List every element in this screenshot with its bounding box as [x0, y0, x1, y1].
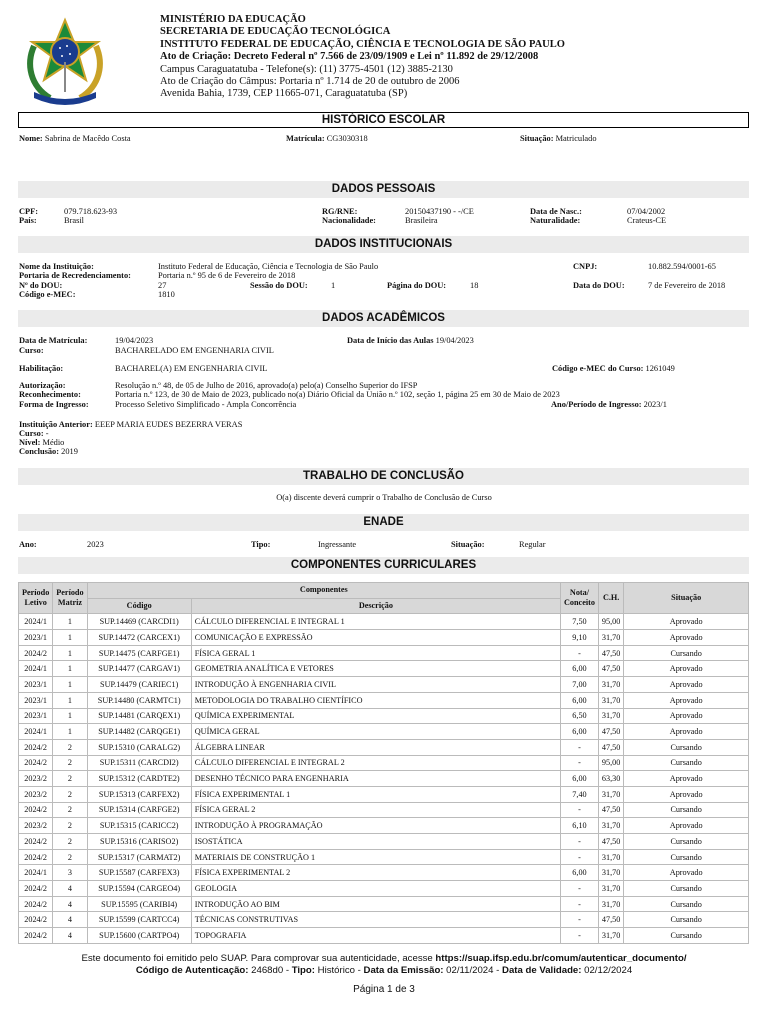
- cell-codigo: SUP.15600 (CARTPO4): [87, 928, 191, 944]
- cell-descricao: FÍSICA GERAL 2: [191, 802, 560, 818]
- student-situacao: Matriculado: [555, 134, 597, 143]
- table-row: [19, 802, 749, 818]
- cell-situacao: Cursando: [624, 928, 749, 944]
- student-name: Sabrina de Macêdo Costa: [44, 134, 131, 143]
- inicio-aulas-row: Data de Início das Aulas 19/04/2023: [347, 336, 474, 345]
- header-campus-act: Ato de Criação do Câmpus: Portaria nº 1.714 de 20 de outubro de 2006: [160, 76, 460, 88]
- instituicao-anterior-value: EEEP MARIA EUDES BEZERRA VERAS: [94, 420, 243, 429]
- cell-nota: 6,00: [561, 692, 599, 708]
- cell-nota: 7,00: [561, 677, 599, 693]
- cell-ch: 31,70: [598, 928, 623, 944]
- conclusao-value: 2019: [61, 447, 78, 456]
- table-row: [19, 896, 749, 912]
- section-title-historico: HISTÓRICO ESCOLAR: [18, 112, 749, 128]
- cell-periodo-letivo: 2023/1: [19, 677, 53, 693]
- enade-situacao-value: Regular: [519, 540, 546, 549]
- cell-codigo: SUP.15594 (CARGEO4): [87, 881, 191, 897]
- cpf-label: CPF:: [19, 207, 39, 216]
- page-number: Página 1 de 3: [353, 984, 415, 995]
- cell-periodo-letivo: 2024/1: [19, 724, 53, 740]
- cell-descricao: TÉCNICAS CONSTRUTIVAS: [191, 912, 560, 928]
- cell-nota: 6,50: [561, 708, 599, 724]
- header-componentes: Componentes: [87, 583, 560, 599]
- cell-descricao: INTRODUÇÃO AO BIM: [191, 896, 560, 912]
- cell-descricao: TOPOGRAFIA: [191, 928, 560, 944]
- cell-ch: 31,70: [598, 818, 623, 834]
- enade-ano-value: 2023: [87, 540, 104, 549]
- cell-nota: -: [561, 834, 599, 850]
- cell-descricao: MATERIAIS DE CONSTRUÇÃO 1: [191, 849, 560, 865]
- instituicao-anterior-row: Instituição Anterior: EEEP MARIA EUDES BEZERRA VERAS: [19, 420, 243, 429]
- cell-ch: 63,30: [598, 771, 623, 787]
- cell-periodo-letivo: 2024/1: [19, 865, 53, 881]
- cell-situacao: Aprovado: [624, 677, 749, 693]
- section-title-pessoais: DADOS PESSOAIS: [18, 181, 749, 198]
- enade-ano-label: Ano:: [19, 540, 37, 549]
- nivel-value: Médio: [42, 438, 65, 447]
- section-title-componentes: COMPONENTES CURRICULARES: [18, 557, 749, 574]
- cell-periodo-letivo: 2024/2: [19, 912, 53, 928]
- table-row: [19, 849, 749, 865]
- pagina-dou-value: 18: [470, 281, 479, 290]
- trabalho-text: O(a) discente deverá cumprir o Trabalho de Conclusão de Curso: [276, 493, 492, 502]
- periodo-ingresso-value: 2023/1: [643, 400, 667, 409]
- table-row: [19, 645, 749, 661]
- cell-descricao: QUÍMICA EXPERIMENTAL: [191, 708, 560, 724]
- pais-label: País:: [19, 216, 37, 225]
- cell-ch: 31,70: [598, 708, 623, 724]
- cell-codigo: SUP.15317 (CARMAT2): [87, 849, 191, 865]
- emec-label: Código e-MEC:: [19, 290, 76, 299]
- cell-descricao: QUÍMICA GERAL: [191, 724, 560, 740]
- cell-descricao: CÁLCULO DIFERENCIAL E INTEGRAL 2: [191, 755, 560, 771]
- cell-descricao: INTRODUÇÃO À PROGRAMAÇÃO: [191, 818, 560, 834]
- table-row: [19, 739, 749, 755]
- cell-codigo: SUP.14481 (CARQEX1): [87, 708, 191, 724]
- cell-periodo-letivo: 2024/2: [19, 739, 53, 755]
- header-secretariat: SECRETARIA DE EDUCAÇÃO TECNOLÓGICA: [160, 26, 391, 38]
- cell-descricao: DESENHO TÉCNICO PARA ENGENHARIA: [191, 771, 560, 787]
- cell-situacao: Cursando: [624, 802, 749, 818]
- cell-descricao: FÍSICA EXPERIMENTAL 1: [191, 786, 560, 802]
- sessao-value: 1: [331, 281, 336, 290]
- cell-situacao: Cursando: [624, 896, 749, 912]
- cnpj-label: CNPJ:: [573, 262, 598, 271]
- cell-codigo: SUP.15313 (CARFEX2): [87, 786, 191, 802]
- cell-situacao: Aprovado: [624, 865, 749, 881]
- naturalidade-value: Crateus-CE: [627, 216, 667, 225]
- cell-situacao: Aprovado: [624, 818, 749, 834]
- cell-nota: 6,00: [561, 771, 599, 787]
- section-title-academicos: DADOS ACADÊMICOS: [18, 310, 749, 327]
- cell-periodo-matriz: 1: [53, 645, 87, 661]
- cell-codigo: SUP.15595 (CARIBI4): [87, 896, 191, 912]
- cell-descricao: COMUNICAÇÃO E EXPRESSÃO: [191, 630, 560, 646]
- cell-nota: 7,50: [561, 614, 599, 630]
- cpf-value: 079.718.623-93: [64, 207, 118, 216]
- cell-situacao: Cursando: [624, 912, 749, 928]
- rg-label: RG/RNE:: [322, 207, 358, 216]
- cell-situacao: Cursando: [624, 849, 749, 865]
- document-header: [16, 10, 756, 110]
- reconhecimento-label: Reconhecimento:: [19, 390, 81, 399]
- cell-periodo-letivo: 2023/2: [19, 786, 53, 802]
- pais-value: Brasil: [64, 216, 85, 225]
- cell-nota: 9,10: [561, 630, 599, 646]
- cell-descricao: METODOLOGIA DO TRABALHO CIENTÍFICO: [191, 692, 560, 708]
- data-dou-value: 7 de Fevereiro de 2018: [648, 281, 726, 290]
- reconhecimento-value: Portaria n.º 123, de 30 de Maio de 2023, publicado no(a) Diário Oficial da União n.º 102, seção 1, página 25 em 30 de Maio de 2023: [115, 390, 560, 399]
- cell-ch: 31,70: [598, 896, 623, 912]
- cell-nota: -: [561, 755, 599, 771]
- habilitacao-label: Habilitação:: [19, 364, 64, 373]
- cell-descricao: FÍSICA GERAL 1: [191, 645, 560, 661]
- forma-ingresso-label: Forma de Ingresso:: [19, 400, 89, 409]
- cell-ch: 31,70: [598, 881, 623, 897]
- cell-nota: -: [561, 928, 599, 944]
- cell-situacao: Aprovado: [624, 786, 749, 802]
- cell-ch: 31,70: [598, 692, 623, 708]
- footer-auth-code: 2468d0: [251, 965, 284, 976]
- cell-descricao: ÁLGEBRA LINEAR: [191, 739, 560, 755]
- cell-codigo: SUP.15314 (CARFGE2): [87, 802, 191, 818]
- cell-periodo-matriz: 2: [53, 834, 87, 850]
- cell-periodo-letivo: 2024/2: [19, 802, 53, 818]
- cell-ch: 47,50: [598, 912, 623, 928]
- student-name-row: Nome: Sabrina de Macêdo Costa: [19, 134, 131, 143]
- cell-descricao: FÍSICA EXPERIMENTAL 2: [191, 865, 560, 881]
- cell-periodo-letivo: 2023/2: [19, 818, 53, 834]
- header-campus: Campus Caraguatatuba - Telefone(s): (11) 3775-4501 (12) 3885-2130: [160, 63, 453, 75]
- table-row: [19, 928, 749, 944]
- header-creation-act: Ato de Criação: Decreto Federal nº 7.566 de 23/09/1909 e Lei nº 11.892 de 29/12/2008: [160, 51, 539, 63]
- table-row: [19, 614, 749, 630]
- pagina-dou-label: Página do DOU:: [387, 281, 447, 290]
- cell-situacao: Aprovado: [624, 692, 749, 708]
- data-matricula-value: 19/04/2023: [115, 336, 154, 345]
- header-codigo: Código: [87, 598, 191, 614]
- table-row: [19, 755, 749, 771]
- table-row: [19, 834, 749, 850]
- cell-ch: 47,50: [598, 661, 623, 677]
- cell-periodo-matriz: 1: [53, 692, 87, 708]
- cell-periodo-matriz: 2: [53, 849, 87, 865]
- forma-ingresso-value: Processo Seletivo Simplificado - Ampla Concorrência: [115, 400, 297, 409]
- curso-anterior-value: -: [45, 429, 49, 438]
- autorizacao-value: Resolução n.º 48, de 05 de Julho de 2016, aprovado(a) pelo(a) Conselho Superior do IFSP: [115, 381, 418, 390]
- cell-descricao: GEOMETRIA ANALÍTICA E VETORES: [191, 661, 560, 677]
- cell-ch: 95,00: [598, 755, 623, 771]
- footer-auth-url[interactable]: https://suap.ifsp.edu.br/comum/autenticar_documento/: [435, 953, 687, 964]
- inicio-aulas-value: 19/04/2023: [435, 336, 474, 345]
- cnpj-value: 10.882.594/0001-65: [648, 262, 716, 271]
- cell-codigo: SUP.15312 (CARDTE2): [87, 771, 191, 787]
- header-institute: INSTITUTO FEDERAL DE EDUCAÇÃO, CIÊNCIA E TECNOLOGIA DE SÃO PAULO: [160, 38, 565, 50]
- conclusao-row: Conclusão: 2019: [19, 447, 78, 456]
- nascimento-label: Data de Nasc.:: [530, 207, 582, 216]
- section-title-enade: ENADE: [18, 514, 749, 531]
- cell-nota: -: [561, 739, 599, 755]
- habilitacao-value: BACHAREL(A) EM ENGENHARIA CIVIL: [115, 364, 268, 373]
- instituicao-value: Instituto Federal de Educação, Ciência e Tecnologia de São Paulo: [158, 262, 379, 271]
- cell-nota: -: [561, 802, 599, 818]
- cell-situacao: Aprovado: [624, 630, 749, 646]
- cell-periodo-letivo: 2024/2: [19, 896, 53, 912]
- cell-codigo: SUP.15310 (CARALG2): [87, 739, 191, 755]
- cell-ch: 47,50: [598, 802, 623, 818]
- cell-nota: 6,00: [561, 865, 599, 881]
- periodo-ingresso-row: Ano/Período de Ingresso: 2023/1: [551, 400, 667, 409]
- data-matricula-label: Data de Matrícula:: [19, 336, 88, 345]
- cell-situacao: Cursando: [624, 645, 749, 661]
- header-situacao: Situação: [624, 583, 749, 614]
- table-row: [19, 661, 749, 677]
- cell-descricao: ISOSTÁTICA: [191, 834, 560, 850]
- student-matricula-row: Matrícula: CG3030318: [286, 134, 368, 143]
- header-descricao: Descrição: [191, 598, 560, 614]
- naturalidade-label: Naturalidade:: [530, 216, 581, 225]
- student-matricula: CG3030318: [326, 134, 368, 143]
- nacionalidade-label: Nacionalidade:: [322, 216, 376, 225]
- enade-tipo-label: Tipo:: [251, 540, 271, 549]
- cell-periodo-letivo: 2024/2: [19, 834, 53, 850]
- table-row: [19, 818, 749, 834]
- cell-periodo-matriz: 1: [53, 630, 87, 646]
- table-row: [19, 865, 749, 881]
- portaria-label: Portaria de Recredenciamento:: [19, 271, 131, 280]
- cell-nota: -: [561, 881, 599, 897]
- cell-situacao: Cursando: [624, 834, 749, 850]
- cell-periodo-matriz: 2: [53, 786, 87, 802]
- header-address: Avenida Bahia, 1739, CEP 11665-071, Caraguatatuba (SP): [160, 88, 408, 100]
- footer-authenticity: Este documento foi emitido pelo SUAP. Para comprovar sua autenticidade, acesse https://suap.ifsp.edu.br/comum/autenticar_documento/: [81, 953, 687, 964]
- cell-ch: 47,50: [598, 739, 623, 755]
- table-row: [19, 677, 749, 693]
- cell-nota: -: [561, 849, 599, 865]
- autorizacao-label: Autorização:: [19, 381, 66, 390]
- header-periodo-matriz: Período Matriz: [53, 583, 87, 614]
- header-ministry: MINISTÉRIO DA EDUCAÇÃO: [160, 14, 306, 25]
- cell-ch: 47,50: [598, 645, 623, 661]
- cell-periodo-matriz: 2: [53, 802, 87, 818]
- cell-descricao: INTRODUÇÃO À ENGENHARIA CIVIL: [191, 677, 560, 693]
- cell-periodo-matriz: 4: [53, 928, 87, 944]
- portaria-value: Portaria n.º 95 de 6 de Fevereiro de 2018: [158, 271, 296, 280]
- curso-label: Curso:: [19, 346, 44, 355]
- cell-nota: 6,00: [561, 661, 599, 677]
- cell-periodo-letivo: 2023/1: [19, 692, 53, 708]
- emec-curso-value: 1261049: [645, 364, 675, 373]
- section-title-trabalho: TRABALHO DE CONCLUSÃO: [18, 468, 749, 485]
- cell-periodo-letivo: 2024/1: [19, 661, 53, 677]
- nascimento-value: 07/04/2002: [627, 207, 666, 216]
- cell-periodo-letivo: 2024/2: [19, 645, 53, 661]
- cell-situacao: Cursando: [624, 739, 749, 755]
- cell-ch: 31,70: [598, 849, 623, 865]
- header-ch: C.H.: [598, 583, 623, 614]
- cell-nota: -: [561, 912, 599, 928]
- cell-periodo-letivo: 2024/2: [19, 928, 53, 944]
- table-row: [19, 912, 749, 928]
- cell-codigo: SUP.14480 (CARMTC1): [87, 692, 191, 708]
- table-row: [19, 881, 749, 897]
- cell-periodo-matriz: 1: [53, 724, 87, 740]
- cell-ch: 47,50: [598, 834, 623, 850]
- cell-codigo: SUP.15311 (CARCDI2): [87, 755, 191, 771]
- cell-periodo-matriz: 4: [53, 896, 87, 912]
- components-table: [18, 582, 749, 944]
- cell-periodo-letivo: 2024/2: [19, 755, 53, 771]
- cell-codigo: SUP.15587 (CARFEX3): [87, 865, 191, 881]
- instituicao-label: Nome da Instituição:: [19, 262, 94, 271]
- cell-periodo-letivo: 2023/1: [19, 630, 53, 646]
- cell-periodo-matriz: 4: [53, 881, 87, 897]
- cell-periodo-letivo: 2023/1: [19, 708, 53, 724]
- rg-value: 20150437190 - -/CE: [405, 207, 474, 216]
- cell-situacao: Aprovado: [624, 724, 749, 740]
- cell-codigo: SUP.15315 (CARICC2): [87, 818, 191, 834]
- emec-curso-row: Código e-MEC do Curso: 1261049: [552, 364, 675, 373]
- cell-situacao: Aprovado: [624, 708, 749, 724]
- cell-periodo-letivo: 2024/1: [19, 614, 53, 630]
- cell-periodo-matriz: 2: [53, 755, 87, 771]
- cell-ch: 31,70: [598, 677, 623, 693]
- cell-nota: -: [561, 896, 599, 912]
- table-row: [19, 692, 749, 708]
- cell-periodo-letivo: 2023/2: [19, 771, 53, 787]
- data-dou-label: Data do DOU:: [573, 281, 625, 290]
- nivel-row: Nível: Médio: [19, 438, 65, 447]
- cell-codigo: SUP.15599 (CARTCC4): [87, 912, 191, 928]
- table-row: [19, 771, 749, 787]
- cell-descricao: CÁLCULO DIFERENCIAL E INTEGRAL 1: [191, 614, 560, 630]
- nacionalidade-value: Brasileira: [405, 216, 438, 225]
- footer-auth-details: Código de Autenticação: 2468d0 - Tipo: Histórico - Data da Emissão: 02/11/2024 - Data de Validade: 02/12/2024: [135, 965, 633, 976]
- cell-codigo: SUP.14477 (CARGAV1): [87, 661, 191, 677]
- table-row: [19, 708, 749, 724]
- cell-codigo: SUP.14479 (CARIEC1): [87, 677, 191, 693]
- cell-periodo-matriz: 2: [53, 818, 87, 834]
- emec-value: 1810: [158, 290, 175, 299]
- cell-situacao: Aprovado: [624, 771, 749, 787]
- cell-situacao: Cursando: [624, 881, 749, 897]
- cell-periodo-matriz: 4: [53, 912, 87, 928]
- cell-periodo-matriz: 1: [53, 677, 87, 693]
- cell-periodo-letivo: 2024/2: [19, 849, 53, 865]
- cell-nota: 7,40: [561, 786, 599, 802]
- student-situacao-row: Situação: Matriculado: [520, 134, 597, 143]
- enade-tipo-value: Ingressante: [318, 540, 357, 549]
- cell-periodo-letivo: 2024/2: [19, 881, 53, 897]
- cell-codigo: SUP.14469 (CARCDI1): [87, 614, 191, 630]
- cell-periodo-matriz: 1: [53, 708, 87, 724]
- cell-periodo-matriz: 2: [53, 771, 87, 787]
- cell-codigo: SUP.14475 (CARFGE1): [87, 645, 191, 661]
- table-row: [19, 786, 749, 802]
- cell-codigo: SUP.15316 (CARISO2): [87, 834, 191, 850]
- table-row: [19, 724, 749, 740]
- cell-periodo-matriz: 3: [53, 865, 87, 881]
- cell-periodo-matriz: 2: [53, 739, 87, 755]
- coat-of-arms-icon: [20, 16, 110, 106]
- curso-value: BACHARELADO EM ENGENHARIA CIVIL: [115, 346, 274, 355]
- cell-nota: 6,10: [561, 818, 599, 834]
- cell-ch: 31,70: [598, 786, 623, 802]
- header-nota: Nota/ Conceito: [561, 583, 599, 614]
- cell-ch: 31,70: [598, 630, 623, 646]
- cell-ch: 47,50: [598, 724, 623, 740]
- cell-situacao: Cursando: [624, 755, 749, 771]
- sessao-label: Sessão do DOU:: [250, 281, 308, 290]
- cell-ch: 31,70: [598, 865, 623, 881]
- cell-ch: 95,00: [598, 614, 623, 630]
- cell-nota: 6,00: [561, 724, 599, 740]
- cell-situacao: Aprovado: [624, 661, 749, 677]
- cell-codigo: SUP.14472 (CARCEX1): [87, 630, 191, 646]
- cell-situacao: Aprovado: [624, 614, 749, 630]
- header-periodo-letivo: Período Letivo: [19, 583, 53, 614]
- cell-periodo-matriz: 1: [53, 614, 87, 630]
- section-title-institucionais: DADOS INSTITUCIONAIS: [18, 236, 749, 253]
- cell-descricao: GEOLOGIA: [191, 881, 560, 897]
- curso-anterior-row: Curso: -: [19, 429, 49, 438]
- dou-value: 27: [158, 281, 167, 290]
- table-row: [19, 630, 749, 646]
- cell-periodo-matriz: 1: [53, 661, 87, 677]
- cell-nota: -: [561, 645, 599, 661]
- cell-codigo: SUP.14482 (CARQGE1): [87, 724, 191, 740]
- dou-label: Nº do DOU:: [19, 281, 63, 290]
- enade-situacao-label: Situação:: [451, 540, 485, 549]
